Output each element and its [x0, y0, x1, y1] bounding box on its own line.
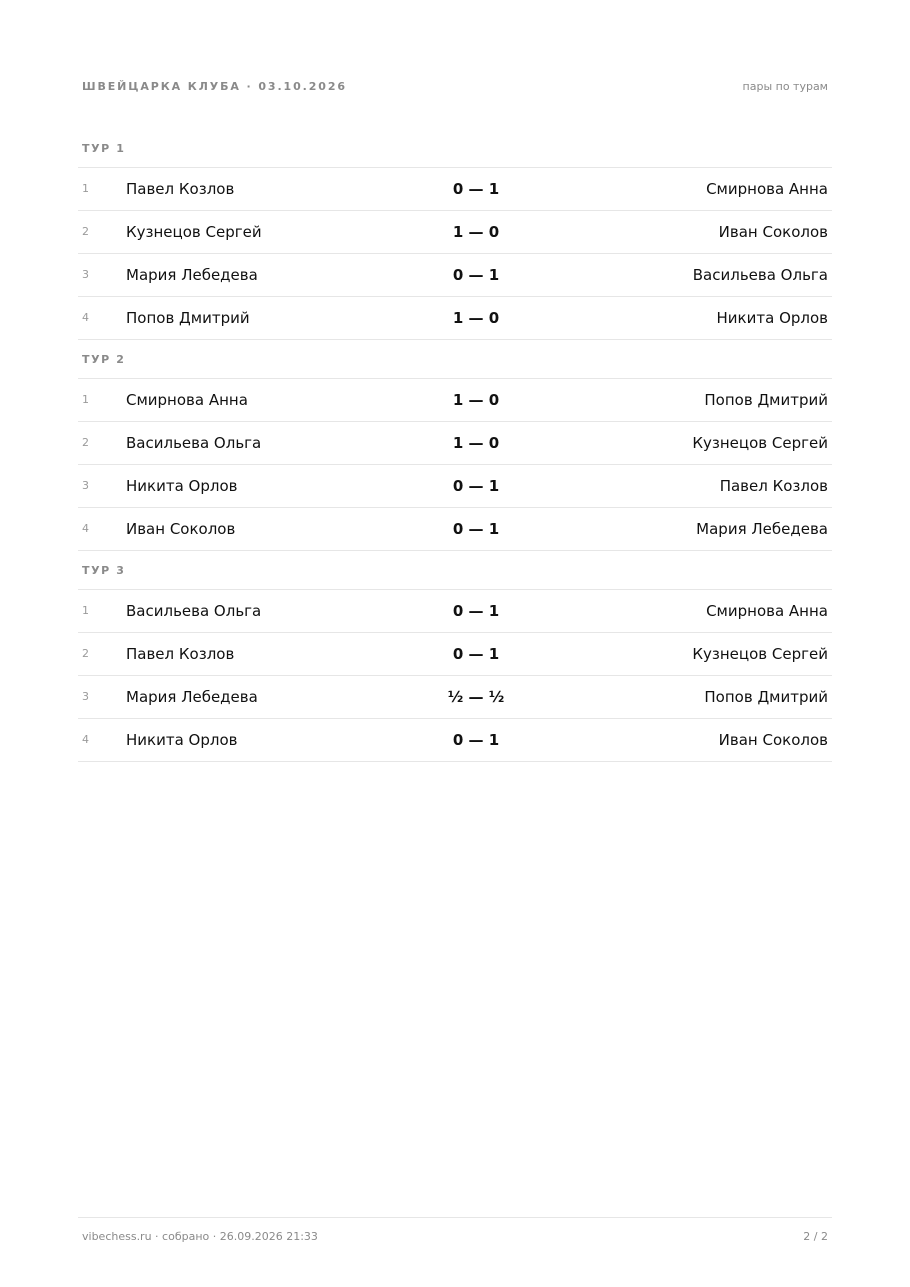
- board-number: 4: [82, 522, 89, 535]
- pair-row: [78, 168, 832, 211]
- pair-row: [78, 211, 832, 254]
- black-player: Мария Лебедева: [696, 520, 828, 538]
- board-number: 4: [82, 733, 89, 746]
- board-number: 1: [82, 604, 89, 617]
- game-result: 1 — 0: [452, 309, 500, 327]
- board-number: 4: [82, 311, 89, 324]
- page-number: 2 / 2: [803, 1230, 828, 1243]
- pair-row: [78, 379, 832, 422]
- board-number: 1: [82, 393, 89, 406]
- white-player: Смирнова Анна: [126, 391, 248, 409]
- round-header: [78, 129, 832, 168]
- board-number: 3: [82, 690, 89, 703]
- footer-source: vibechess.ru · собрано · 26.09.2026 21:33: [82, 1230, 318, 1243]
- pair-row: [78, 422, 832, 465]
- round-title: ТУР 1: [82, 142, 126, 155]
- document-page: [78, 0, 832, 1287]
- pair-row: [78, 590, 832, 633]
- board-number: 3: [82, 479, 89, 492]
- round-title: ТУР 3: [82, 564, 126, 577]
- page-header: [78, 80, 832, 98]
- pair-row: [78, 254, 832, 297]
- black-player: Попов Дмитрий: [704, 688, 828, 706]
- white-player: Павел Козлов: [126, 645, 235, 663]
- pair-row: [78, 719, 832, 762]
- game-result: 0 — 1: [452, 180, 500, 198]
- board-number: 2: [82, 225, 89, 238]
- game-result: ½ — ½: [447, 688, 505, 706]
- pair-row: [78, 676, 832, 719]
- page-title: ШВЕЙЦАРКА КЛУБА · 03.10.2026: [82, 80, 347, 93]
- black-player: Иван Соколов: [718, 223, 828, 241]
- game-result: 0 — 1: [452, 602, 500, 620]
- pair-row: [78, 508, 832, 551]
- game-result: 1 — 0: [452, 223, 500, 241]
- game-result: 0 — 1: [452, 645, 500, 663]
- round-title: ТУР 2: [82, 353, 126, 366]
- round-header: [78, 551, 832, 590]
- white-player: Попов Дмитрий: [126, 309, 250, 327]
- game-result: 0 — 1: [452, 477, 500, 495]
- game-result: 0 — 1: [452, 731, 500, 749]
- round-2: [78, 340, 832, 551]
- game-result: 1 — 0: [452, 434, 500, 452]
- white-player: Васильева Ольга: [126, 434, 262, 452]
- black-player: Никита Орлов: [716, 309, 828, 327]
- round-1: [78, 129, 832, 340]
- white-player: Никита Орлов: [126, 731, 238, 749]
- black-player: Кузнецов Сергей: [692, 434, 828, 452]
- board-number: 1: [82, 182, 89, 195]
- white-player: Мария Лебедева: [126, 688, 258, 706]
- white-player: Иван Соколов: [126, 520, 236, 538]
- game-result: 1 — 0: [452, 391, 500, 409]
- white-player: Кузнецов Сергей: [126, 223, 262, 241]
- black-player: Васильева Ольга: [692, 266, 828, 284]
- board-number: 2: [82, 647, 89, 660]
- black-player: Смирнова Анна: [706, 602, 828, 620]
- white-player: Никита Орлов: [126, 477, 238, 495]
- page-footer: [78, 1217, 832, 1247]
- rounds-list: [78, 129, 832, 762]
- black-player: Павел Козлов: [719, 477, 828, 495]
- page-subtitle: пары по турам: [742, 80, 828, 93]
- white-player: Васильева Ольга: [126, 602, 262, 620]
- pair-row: [78, 297, 832, 340]
- black-player: Попов Дмитрий: [704, 391, 828, 409]
- white-player: Павел Козлов: [126, 180, 235, 198]
- white-player: Мария Лебедева: [126, 266, 258, 284]
- pair-row: [78, 633, 832, 676]
- black-player: Смирнова Анна: [706, 180, 828, 198]
- black-player: Иван Соколов: [718, 731, 828, 749]
- board-number: 2: [82, 436, 89, 449]
- game-result: 0 — 1: [452, 266, 500, 284]
- pair-row: [78, 465, 832, 508]
- round-header: [78, 340, 832, 379]
- black-player: Кузнецов Сергей: [692, 645, 828, 663]
- board-number: 3: [82, 268, 89, 281]
- game-result: 0 — 1: [452, 520, 500, 538]
- round-3: [78, 551, 832, 762]
